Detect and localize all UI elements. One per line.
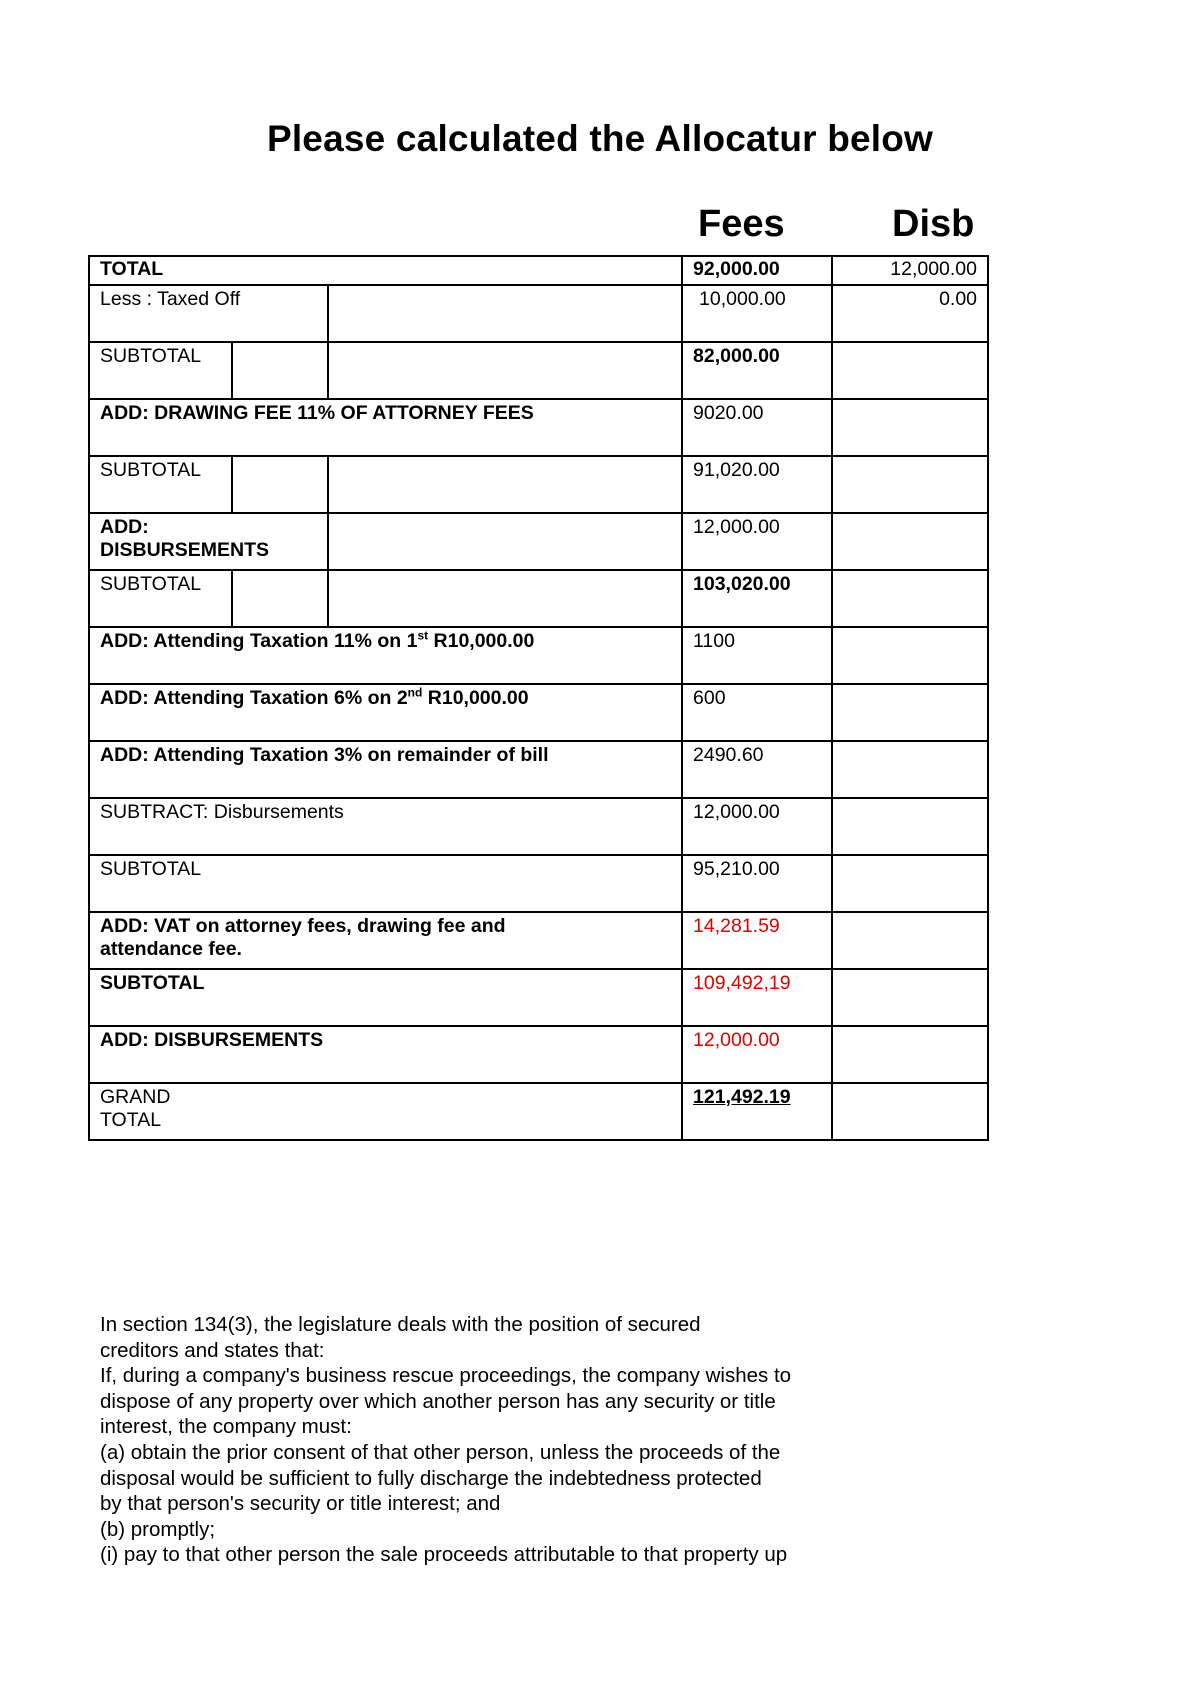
row-label-line: DISBURSEMENTS bbox=[100, 539, 270, 561]
row-label-text: R10,000.00 bbox=[428, 630, 535, 652]
fees-cell: 600 bbox=[682, 684, 832, 741]
row-label-text: R10,000.00 bbox=[422, 687, 529, 709]
row-label: SUBTOTAL bbox=[89, 342, 232, 399]
disb-cell: 0.00 bbox=[832, 285, 988, 342]
table-row bbox=[89, 399, 988, 456]
table-row bbox=[89, 684, 988, 741]
empty-cell bbox=[328, 285, 682, 342]
fees-cell: 95,210.00 bbox=[682, 855, 832, 912]
disb-cell bbox=[832, 627, 988, 684]
row-label-line: GRAND bbox=[100, 1086, 171, 1108]
table-row bbox=[89, 627, 988, 684]
row-label: SUBTOTAL bbox=[89, 969, 682, 1026]
paragraph-line: by that person's security or title interest; and bbox=[100, 1492, 501, 1516]
allocatur-table bbox=[88, 255, 989, 1141]
empty-cell bbox=[328, 570, 682, 627]
table-row bbox=[89, 342, 988, 399]
fees-cell: 14,281.59 bbox=[682, 912, 832, 969]
table-row bbox=[89, 256, 988, 285]
fees-cell: 109,492,19 bbox=[682, 969, 832, 1026]
grand-total-cell: 121,492.19 bbox=[682, 1083, 832, 1140]
row-label: SUBTOTAL bbox=[89, 855, 682, 912]
page-title: Please calculated the Allocatur below bbox=[266, 118, 934, 159]
row-label bbox=[89, 627, 682, 684]
row-label-line: attendance fee. bbox=[100, 938, 242, 960]
fees-cell: 92,000.00 bbox=[682, 256, 832, 285]
disb-cell bbox=[832, 798, 988, 855]
table-row bbox=[89, 456, 988, 513]
table-row bbox=[89, 855, 988, 912]
fees-cell: 91,020.00 bbox=[682, 456, 832, 513]
empty-cell bbox=[232, 456, 328, 513]
legislation-paragraph bbox=[100, 1312, 920, 1568]
fees-column-heading: Fees bbox=[698, 203, 785, 245]
row-label bbox=[89, 513, 328, 570]
paragraph-line: disposal would be sufficient to fully discharge the indebtedness protected bbox=[100, 1466, 762, 1490]
row-label bbox=[89, 1083, 682, 1140]
fees-cell: 9020.00 bbox=[682, 399, 832, 456]
disb-cell bbox=[832, 342, 988, 399]
table-row bbox=[89, 285, 988, 342]
row-label-text: ADD: Attending Taxation 11% on 1 bbox=[100, 630, 418, 652]
row-label: SUBTOTAL bbox=[89, 570, 232, 627]
disb-cell bbox=[832, 456, 988, 513]
paragraph-line: (b) promptly; bbox=[100, 1517, 216, 1541]
table-row bbox=[89, 570, 988, 627]
fees-cell: 103,020.00 bbox=[682, 570, 832, 627]
empty-cell bbox=[328, 513, 682, 570]
fees-cell: 10,000.00 bbox=[682, 285, 832, 342]
disb-column-heading: Disb bbox=[892, 203, 975, 245]
ordinal-suffix: nd bbox=[407, 685, 423, 700]
fees-cell: 82,000.00 bbox=[682, 342, 832, 399]
paragraph-line: interest, the company must: bbox=[100, 1415, 352, 1439]
empty-cell bbox=[232, 342, 328, 399]
table-row bbox=[89, 969, 988, 1026]
row-label: SUBTOTAL bbox=[89, 456, 232, 513]
fees-cell: 12,000.00 bbox=[682, 513, 832, 570]
row-label-line: TOTAL bbox=[100, 1109, 162, 1131]
table-row bbox=[89, 741, 988, 798]
disb-cell bbox=[832, 399, 988, 456]
empty-cell bbox=[232, 570, 328, 627]
table-row bbox=[89, 798, 988, 855]
fees-cell: 12,000.00 bbox=[682, 1026, 832, 1083]
row-label: SUBTRACT: Disbursements bbox=[89, 798, 682, 855]
paragraph-line: dispose of any property over which another person has any security or title bbox=[100, 1389, 776, 1413]
paragraph-line: In section 134(3), the legislature deals with the position of secured bbox=[100, 1313, 701, 1336]
disb-cell bbox=[832, 1026, 988, 1083]
paragraph-line: creditors and states that: bbox=[100, 1338, 325, 1362]
disb-cell bbox=[832, 570, 988, 627]
row-label: ADD: DISBURSEMENTS bbox=[89, 1026, 682, 1083]
row-label-line: ADD: VAT on attorney fees, drawing fee and bbox=[100, 915, 506, 937]
paragraph-line: (i) pay to that other person the sale proceeds attributable to that property up bbox=[100, 1543, 788, 1567]
disb-cell bbox=[832, 912, 988, 969]
disb-cell bbox=[832, 1083, 988, 1140]
disb-cell bbox=[832, 513, 988, 570]
fees-cell: 12,000.00 bbox=[682, 798, 832, 855]
row-label: ADD: Attending Taxation 3% on remainder of bill bbox=[89, 741, 682, 798]
empty-cell bbox=[328, 342, 682, 399]
disb-cell bbox=[832, 741, 988, 798]
disb-cell bbox=[832, 969, 988, 1026]
table-row bbox=[89, 1026, 988, 1083]
paragraph-line: (a) obtain the prior consent of that other person, unless the proceeds of the bbox=[100, 1440, 781, 1464]
table-row bbox=[89, 1083, 988, 1140]
row-label-text: ADD: Attending Taxation 6% on 2 bbox=[100, 687, 408, 709]
row-label: ADD: DRAWING FEE 11% OF ATTORNEY FEES bbox=[89, 399, 682, 456]
row-label-line: ADD: bbox=[100, 516, 149, 538]
row-label bbox=[89, 684, 682, 741]
paragraph-line: If, during a company's business rescue proceedings, the company wishes to bbox=[100, 1364, 792, 1388]
table-row bbox=[89, 912, 988, 969]
empty-cell bbox=[328, 456, 682, 513]
row-label: Less : Taxed Off bbox=[89, 285, 328, 342]
row-label bbox=[89, 912, 682, 969]
disb-cell: 12,000.00 bbox=[832, 256, 988, 285]
disb-cell bbox=[832, 684, 988, 741]
fees-cell: 2490.60 bbox=[682, 741, 832, 798]
disb-cell bbox=[832, 855, 988, 912]
fees-cell: 1100 bbox=[682, 627, 832, 684]
row-label: TOTAL bbox=[89, 256, 682, 285]
table-row bbox=[89, 513, 988, 570]
ordinal-suffix: st bbox=[417, 628, 429, 643]
